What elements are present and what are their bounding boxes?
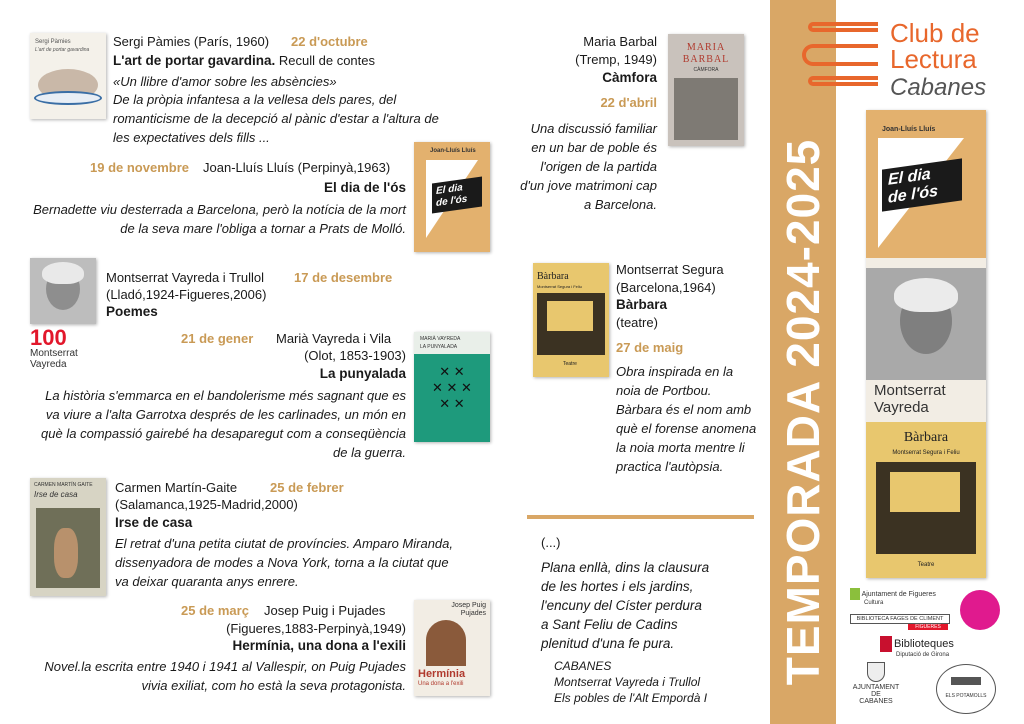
b3-title: Poemes bbox=[106, 304, 158, 319]
sponsor-biblioteques-girona bbox=[880, 636, 1000, 658]
b7-title: Càmfora bbox=[602, 70, 657, 85]
sponsor-potamolls-name: ELS POTAMOLLS bbox=[945, 693, 987, 699]
collage-barbara-title: Bàrbara bbox=[903, 430, 949, 445]
sponsor-figueres-sub: Cultura bbox=[864, 600, 884, 606]
sponsor-biblioteca-fages bbox=[850, 614, 950, 630]
b1-quote: «Un llibre d'amor sobre les absències» bbox=[113, 74, 337, 89]
cover-title: Bàrbara bbox=[537, 271, 569, 282]
cover-title-line2: Una dona a l'exili bbox=[418, 681, 464, 687]
sponsor-cabanes-1: AJUNTAMENT bbox=[852, 684, 900, 691]
b4-origin: (Olot, 1853-1903) bbox=[304, 348, 406, 363]
b8-origin: (Barcelona,1964) bbox=[616, 280, 716, 295]
b5-origin: (Salamanca,1925-Madrid,2000) bbox=[115, 497, 298, 512]
b7-desc: Una discussió familiar en un bar de poble és l'origen de la partida d'un jove matrimoni cap a Barcelona. bbox=[520, 121, 657, 212]
sponsor-biblioteca-sub: FIGUERES bbox=[908, 624, 948, 630]
poem-line: de les hortes i els jardins, bbox=[541, 579, 694, 594]
biblioteques-crest-icon bbox=[880, 636, 892, 652]
cover-herminia bbox=[414, 600, 490, 696]
collage-cover-title-line2: de l'ós bbox=[888, 182, 939, 207]
collage-portrait bbox=[866, 268, 986, 380]
poem-block bbox=[541, 558, 709, 653]
logo-stripe-1 bbox=[808, 22, 878, 32]
b8-title: Bàrbara bbox=[616, 297, 668, 312]
poem-line: Plana enllà, dins la clausura bbox=[541, 560, 710, 575]
b5-author: Carmen Martín-Gaite bbox=[115, 480, 238, 495]
b8-author: Montserrat Segura bbox=[616, 262, 724, 277]
sponsor-festival-icon bbox=[960, 590, 1000, 630]
b1-author: Sergi Pàmies (París, 1960) bbox=[113, 34, 270, 49]
poem-divider bbox=[527, 515, 754, 519]
cover-author: Montserrat Segura i Feliu bbox=[537, 284, 582, 289]
poem-source-title: CABANES bbox=[554, 659, 612, 673]
cover-title: Irse de casa bbox=[34, 490, 78, 499]
b3-origin: (Lladó,1924-Figueres,2006) bbox=[106, 287, 267, 302]
collage-cover-title-line1: El dia bbox=[888, 165, 931, 189]
collage-caption-line1: Montserrat bbox=[874, 382, 946, 399]
sponsor-figueres bbox=[850, 588, 950, 606]
b3-date: 17 de desembre bbox=[294, 270, 393, 285]
b5-title: Irse de casa bbox=[115, 515, 193, 530]
cover-photo bbox=[674, 78, 738, 140]
cover-author-line1: Josep Puig bbox=[451, 602, 486, 609]
b7-author: Maria Barbal bbox=[583, 34, 657, 49]
b3-author: Montserrat Vayreda i Trullol bbox=[106, 270, 264, 285]
b6-origin: (Figueres,1883-Perpinyà,1949) bbox=[226, 621, 406, 636]
poem-line: a Sant Feliu de Cadins bbox=[541, 617, 678, 632]
sponsor-cabanes-3: CABANES bbox=[859, 698, 893, 705]
collage-portrait-hair bbox=[894, 278, 958, 312]
club-logo bbox=[800, 16, 1010, 102]
b5-date: 25 de febrer bbox=[270, 480, 344, 495]
cover-footer: Teatre bbox=[563, 361, 577, 367]
cover-irse-de-casa bbox=[30, 478, 106, 596]
sponsor-cabanes-2: DE bbox=[871, 691, 881, 698]
cover-daggers-icon: ✕ ✕ ✕ ✕ ✕ ✕ ✕ bbox=[432, 364, 472, 411]
centenary-badge bbox=[30, 325, 78, 370]
b1-genre: Recull de contes bbox=[278, 53, 376, 68]
sponsor-ajuntament-cabanes bbox=[848, 662, 904, 705]
b1-desc: De la pròpia infantesa a la vellesa dels pares, del romanticisme de la decepció al pànic d'estar a l'altura de les expectatives dels fills ... bbox=[113, 92, 439, 145]
photo-hair bbox=[42, 262, 84, 284]
cover-title: L'art de portar gavardina bbox=[35, 47, 90, 53]
b4-author: Marià Vayreda i Vila bbox=[276, 331, 392, 346]
poem-line: l'encuny del Císter perdura bbox=[541, 598, 702, 613]
b6-author: Josep Puig i Pujades bbox=[264, 603, 386, 618]
cover-camfora bbox=[668, 34, 744, 146]
collage-barbara-author: Montserrat Segura i Feliu bbox=[892, 450, 960, 456]
b6-date: 25 de març bbox=[181, 603, 249, 618]
cover-barbara bbox=[533, 263, 609, 377]
poem-source-author: Montserrat Vayreda i Trullol bbox=[554, 675, 701, 689]
sponsor-biblioteca-name: BIBLIOTECA FAGES DE CLIMENT bbox=[850, 614, 950, 624]
collage-cover-el-dia-de-los bbox=[866, 110, 986, 258]
cover-figure bbox=[54, 528, 78, 578]
badge-name-2: Vayreda bbox=[30, 359, 67, 370]
logo-stripe-2 bbox=[802, 44, 878, 66]
poem-line: plenitud d'una fe pura. bbox=[541, 636, 675, 651]
cover-el-dia-de-los bbox=[414, 142, 490, 252]
badge-number: 100 bbox=[30, 325, 67, 350]
cover-window bbox=[547, 301, 593, 331]
cover-author: MARIÀ VAYREDA bbox=[420, 336, 461, 342]
logo-title-line2: Lectura bbox=[890, 44, 977, 74]
cover-lart-de-portar-gavardina bbox=[30, 33, 106, 119]
logo-subtitle: Cabanes bbox=[890, 74, 987, 101]
cover-author-line1: MARIA bbox=[686, 42, 726, 53]
cabanes-crest-icon bbox=[867, 662, 885, 682]
collage-cover-author: Joan-Lluís Lluís bbox=[882, 126, 936, 133]
cover-title-line1: Hermínia bbox=[418, 668, 466, 680]
b5-desc: El retrat d'una petita ciutat de províncies. Amparo Miranda, dissenyadora de modes a Nova York, torna a la ciutat que va deixar quaranta anys enrere. bbox=[115, 536, 454, 589]
b1-title: L'art de portar gavardina. bbox=[113, 53, 276, 68]
b8-desc: Obra inspirada en la noia de Portbou. Bàrbara és el nom amb què el forense anomena la noia morta mentre li practica l'autòpsia. bbox=[616, 364, 757, 474]
b1-title-line bbox=[113, 53, 375, 68]
cover-arch bbox=[426, 620, 466, 666]
b2-title: El dia de l'ós bbox=[324, 180, 406, 195]
season-band-text: TEMPORADA 2024-2025 bbox=[777, 138, 829, 686]
b4-title: La punyalada bbox=[319, 366, 406, 381]
sponsor-biblioteques-sub: Diputació de Girona bbox=[896, 652, 950, 658]
poem-ellipsis: (...) bbox=[541, 535, 561, 550]
b8-date: 27 de maig bbox=[616, 340, 684, 355]
figueres-crest-icon bbox=[850, 588, 860, 600]
collage-cover-barbara bbox=[866, 422, 986, 578]
cover-author: Sergi Pàmies bbox=[35, 39, 71, 45]
sponsor-els-potamolls bbox=[936, 664, 996, 714]
collage bbox=[866, 110, 986, 578]
logo-title-line1: Club de bbox=[890, 18, 980, 48]
cover-plate bbox=[34, 91, 102, 105]
sponsor-biblioteques-name: Biblioteques bbox=[893, 638, 954, 650]
b2-date: 19 de novembre bbox=[90, 160, 189, 175]
logo-book-icon bbox=[802, 22, 882, 88]
logo-stripe-3 bbox=[808, 76, 878, 86]
cover-title-line2: de l'ós bbox=[436, 193, 468, 209]
b4-desc: La història s'emmarca en el bandolerisme més sagnant que es va viure a l'alta Garrotxa després de les carlinades, un món en què la compassió gairebé ha desaparegut com a conseqüència de la guerra. bbox=[41, 388, 406, 460]
cover-author-line2: Pujades bbox=[460, 610, 486, 617]
cover-title-line1: El dia bbox=[436, 182, 463, 197]
cover-title: CÀMFORA bbox=[693, 67, 719, 73]
cover-la-punyalada bbox=[414, 332, 490, 442]
b2-desc: Bernadette viu desterrada a Barcelona, però la notícia de la mort de la seva mare l'obliga a tornar a Prats de Molló. bbox=[33, 202, 406, 236]
b1-date: 22 d'octubre bbox=[291, 34, 368, 49]
b6-desc: Novel.la escrita entre 1940 i 1941 al Vallespir, on Puig Pujades vivia exiliat, com ho està la seva protagonista. bbox=[44, 659, 406, 693]
cover-author-line2: BARBAL bbox=[682, 54, 730, 65]
badge-name-1: Montserrat bbox=[30, 348, 78, 359]
b2-author: Joan-Lluís Lluís (Perpinyà,1963) bbox=[203, 160, 391, 175]
collage-barbara-footer: Teatre bbox=[917, 562, 935, 568]
sponsor-figueres-name: Ajuntament de Figueres bbox=[861, 590, 936, 598]
b7-date: 22 d'abril bbox=[600, 95, 657, 110]
potamolls-building-icon bbox=[951, 677, 981, 691]
b8-genre: (teatre) bbox=[616, 315, 658, 330]
photo-montserrat-vayreda bbox=[30, 258, 96, 324]
b4-date: 21 de gener bbox=[181, 331, 254, 346]
b7-origin: (Tremp, 1949) bbox=[575, 52, 657, 67]
cover-author: Joan-Lluís Lluís bbox=[430, 148, 476, 154]
collage-barbara-window bbox=[890, 472, 960, 512]
cover-title: LA PUNYALADA bbox=[420, 344, 458, 350]
collage-caption-line2: Vayreda bbox=[874, 399, 929, 416]
cover-author: CARMEN MARTÍN GAITE bbox=[34, 482, 93, 488]
b6-title: Hermínia, una dona a l'exili bbox=[232, 638, 406, 653]
poem-source-book: Els pobles de l'Alt Empordà I bbox=[554, 691, 708, 705]
